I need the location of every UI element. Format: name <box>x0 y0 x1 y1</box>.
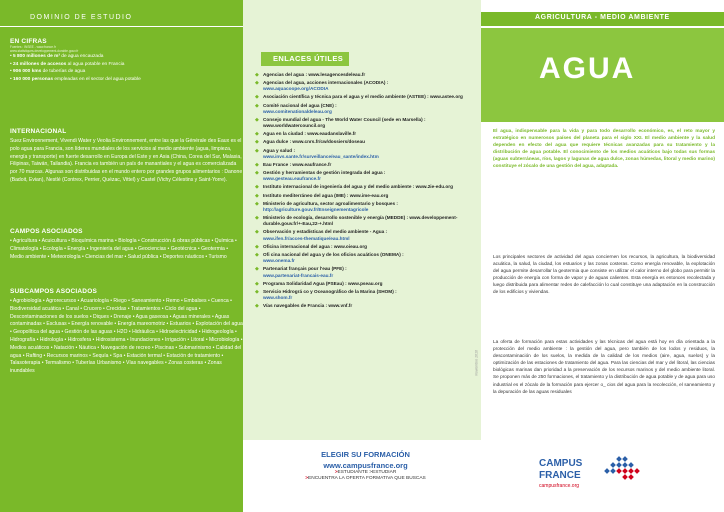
body-text-2: La oferta de formación para estas actividades y las técnicas del agua está hoy en día orientada a la protección del medio ambiente : la gestión del agua, pero también de los lodos y residuos, la descontaminación de los suelos, la medida de la calidad de los medios (aire, agua, suelos) y la optimización de las estaciones de tratamiento del agua. Para las ciencias del mar y del litoral, las ciencias biológicas marinas dan prioridad a la preservación de los recursos marinos y del medio ambiente litoral. Se proponen más de 250 formaciones, el tratamiento y la distribución de agua potable y de agua para uso industrial es el zócalo de la formación para ejercer o_ cios del agua para la recolección, el saneamiento y la depuración de las aguas residuales <box>493 339 715 394</box>
bullet-icon: ◆ <box>255 170 259 177</box>
campos-text: • Agricultura • Acuicultura • Bioquímica marina • Biología • Construcción & obras públicas • Química • Climatología • Ecología • Energía • Ingeniería del agua • Geociencias • Geotécnica • Geotermia • Medio ambiente • Meteorología • Ciencias del mar • Salud pública • Deportes náuticos • Turismo <box>10 238 237 260</box>
link-title: Agua dulce : www.cnrs.fr/cw/dossiers/doseau <box>263 139 365 145</box>
link-title: Ministerio de ecología, desarrollo sostenible y energía (MEDDE) : www.developpement-durable.gouv.fr/+-Eau,22-+.html <box>263 215 458 227</box>
left-panel <box>0 0 243 512</box>
link-url[interactable]: www.aquacoope.org/ACODIA <box>263 86 329 92</box>
link-item[interactable] <box>255 252 471 265</box>
link-item[interactable] <box>255 80 471 93</box>
topic-header-label: AGRICULTURA - MEDIO AMBIENTE <box>535 14 670 21</box>
link-item[interactable] <box>255 170 471 183</box>
link-title: Comité nacional del agua (CNE) : <box>263 102 337 108</box>
hero-banner <box>481 28 724 122</box>
link-item[interactable] <box>255 201 471 214</box>
cifras-source-2: www.statistiques.developpement-durable.gouv.fr <box>10 49 79 53</box>
cifras-row: • 5 800 millones de m³ de agua encauzada <box>10 54 104 59</box>
elegir-heading: ELEGIR SU FORMACIÓN <box>321 450 410 459</box>
link-item[interactable] <box>255 94 471 100</box>
link-title: Agua en la ciudad : www.eaudanslaville.fr <box>263 131 357 137</box>
internacional-text: Suez Environnement, Vivendi Water y Veolia Environnement, entre las que la Générale des Eaux es el polo agua para Francia, son líderes mundiales de los servicios al medio ambiente (agua, limpieza, energía y transporte) en fuerte desarrollo en Europa del Este y en Asia (China, Corea del Sur, Malasia, Filipinas, Taiwán, Tailandia). Francia es también un país de manantiales y el agua es comercializada por 70 marcas. Algunas son distribuidas en el mundo entero por grandes grupos alimentarios : Danone (Badoit, Evian), Nestlé (Contrex, Perrier, Quézac, Vittel) y Castel (Vichy Célestins y Saint-Yorre). <box>10 138 243 183</box>
bullet-icon: ◆ <box>255 131 259 138</box>
intro-text: El agua, indispensable para la vida y para todo desarrollo económico, es, el reto mayor y estratégico en numerosos países del planeta para el siglo XXI. El medio ambiente y la salud dependen en efecto del agua que requiere técnicas avanzadas para su tratamiento y la distribución de agua potable. El conocimiento de los medios acuáticos bajo todas sus formas (aguas subterráneas, ríos, lagos y lagunas de agua dulce, zonas húmedas, litoral y medio marino) constituye el zócalo de una gestión del agua, adaptada. <box>493 129 715 170</box>
campusfrance-link[interactable]: www.campusfrance.org <box>323 461 408 470</box>
topic-header <box>481 12 724 26</box>
cifras-row: • 160 000 personas empleadas en el sector del agua potable <box>10 76 141 82</box>
link-title: Oficina internacional del agua : www.oieau.org <box>263 243 368 249</box>
campos-title: CAMPOS ASOCIADOS <box>10 228 83 235</box>
link-title: Ministerio de agricultura, sector agroalimentario y bosques : <box>263 200 398 206</box>
hero-title: AGUA <box>539 52 636 85</box>
bullet-icon: ◆ <box>255 266 259 273</box>
link-item[interactable] <box>255 303 471 309</box>
cta-line-1[interactable]: >ESTUDIANTE >ESTUDIAR <box>334 470 397 475</box>
link-url[interactable]: www.onema.fr <box>263 258 295 264</box>
links-list <box>255 72 471 311</box>
cifras-source-1: Fuentes : INSEE - www.france.fr <box>10 45 56 49</box>
domain-label: DOMINIO DE ESTUDIO <box>30 14 133 21</box>
cta-line-2[interactable]: >ENCUENTRA LA OFERTA FORMATIVA QUE BUSCAS <box>305 476 426 482</box>
logo-name-1: CAMPUS <box>539 458 583 469</box>
link-title: Servicio Hidrográ co y Oceanográfico de la Marina (SHOM) : <box>263 288 397 294</box>
link-title: Partenariat français pour l'eau (PFE) : <box>263 266 347 272</box>
link-item[interactable] <box>255 193 471 199</box>
bullet-icon: ◆ <box>255 251 259 258</box>
bullet-icon: ◆ <box>255 80 259 87</box>
domain-header <box>0 12 243 27</box>
link-item[interactable] <box>255 244 471 250</box>
link-url[interactable]: www.invs.sante.fr/surveillance/eau_sante/index.htm <box>263 153 379 159</box>
cifras-section <box>0 38 243 83</box>
subcampos-title: SUBCAMPOS ASOCIADOS <box>10 288 97 295</box>
cifras-row: • 24 millones de accesos al agua potable en Francia <box>10 61 125 67</box>
link-title: Instituto internacional de ingeniería del agua y del medio ambiente : www.2ie-edu.org <box>263 184 453 190</box>
link-item[interactable] <box>255 215 471 228</box>
bullet-icon: ◆ <box>255 147 259 154</box>
bullet-icon: ◆ <box>255 192 259 199</box>
link-url[interactable]: www.shom.fr <box>263 295 293 301</box>
bullet-icon: ◆ <box>255 161 259 168</box>
cifras-row: • 906 000 kms de tuberías de agua <box>10 69 86 75</box>
bullet-icon: ◆ <box>255 139 259 146</box>
link-title: Asociación científica y técnica para el agua y el medio ambiente (ASTEE) : www.astee.org <box>263 94 463 100</box>
link-item[interactable] <box>255 162 471 168</box>
link-item[interactable] <box>255 281 471 287</box>
body-text-1: Los principales sectores de actividad del agua conciernen los recursos, la agricultura, la biodiversidad acuática, la salud, la ciudad, los estuarios y las zonas costeras. Como energía renovable, la explotación del agua permite desarrollar la geotermia que consiste en utilizar el calor interno del globo para permitir la producción de energía con forma de vapor y de aguas calientes. Esta energía es entonces recolectada y luego distribuida para alimentar redes de calefacción lo cual constituye una adaptación en la construcción de los edificios y viviendas. <box>493 254 715 295</box>
link-title: Agencias del agua : www.lesagencesdeleau.fr <box>263 72 366 77</box>
link-url[interactable]: http://agriculture.gouv.fr/Enseignementagricole <box>263 206 369 212</box>
link-item[interactable] <box>255 139 471 145</box>
link-title: Vías navegables de Francia : www.vnf.fr <box>263 303 353 309</box>
campos-section <box>0 228 243 261</box>
link-item[interactable] <box>255 289 471 302</box>
bullet-icon: ◆ <box>255 280 259 287</box>
link-item[interactable] <box>255 72 471 78</box>
cifras-title: EN CIFRAS <box>10 38 47 45</box>
link-title: Programa Solidaridad Agua (PSEau) : www.pseau.org <box>263 280 383 286</box>
campusfrance-logo <box>535 452 695 500</box>
link-title: Observación y estadísticas del medio ambiente - Agua : <box>263 229 388 235</box>
link-title: Instituto mediterráneo del agua (IME) : www.ime-eau.org <box>263 192 389 198</box>
internacional-section <box>0 128 243 185</box>
link-title: Agua y salud : <box>263 147 296 153</box>
bullet-icon: ◆ <box>255 229 259 236</box>
bullet-icon: ◆ <box>255 184 259 191</box>
logo-url: campusfrance.org <box>539 483 580 489</box>
link-url[interactable]: www.comitenationaldeleau.org <box>263 108 332 114</box>
date-label: Noviembre 2016 <box>475 350 479 376</box>
link-item[interactable] <box>255 266 471 279</box>
link-title: Ofi cina nacional del agua y de los oficios acuáticos (ONEMA) : <box>263 251 404 257</box>
bottom-panel <box>243 440 724 512</box>
bullet-icon: ◆ <box>255 94 259 101</box>
link-item[interactable] <box>255 184 471 190</box>
link-url[interactable]: www.gesteau.eaufrance.fr <box>263 176 321 182</box>
bullet-icon: ◆ <box>255 215 259 221</box>
link-item[interactable] <box>255 117 471 130</box>
bullet-icon: ◆ <box>255 72 259 78</box>
internacional-title: INTERNACIONAL <box>10 128 67 135</box>
link-item[interactable] <box>255 131 471 137</box>
elegir-block <box>268 450 463 482</box>
link-url[interactable]: www.partenariat-francais-eau.fr <box>263 272 334 278</box>
subcampos-section <box>0 288 243 376</box>
link-item[interactable] <box>255 148 471 161</box>
logo-name-2: FRANCE <box>539 470 581 481</box>
link-title: Consejo mundial del agua - The World Water Council (sede en Marsella) : www.worldwatercouncil.org <box>263 116 426 129</box>
diamond-logo-icon <box>599 456 647 488</box>
bullet-icon: ◆ <box>255 303 259 310</box>
subcampos-text: • Agrobiología • Agrorecursos • Acuariología • Riego • Saneamiento • Remo • Embalses • Cuenca • Biodiversidad acuática • Canal • Crucero • Crecidas • Tratamientos • Ciclo del agua • Descontaminaciones de los suelos • Diques • Drenaje • Agua gaseosa • Aguas minerales • Aguas contaminadas • Esclusas • Energía renovable • Energía mareomotriz • Estuarios • Explotación del agua • Geopolítica del agua • Gestión de las aguas • H2O • Hidráulica • Hidroelectricidad • Hidrogeología • Hidrografía • Hidrología • Hidrosfera • Hidrosistema • Inundaciones • Irrigación • Litoral • Microbiología • Medios acuáticos • Natación • Náutica • Navegación de recreo • Piscinas • Submarinismo • Calidad del agua • Rafting • Recursos marinos • Sequía • Spa • Estación termal • Estación de tratamiento • Talasoterapia • Termalismo • Tuberías Urbanismo • Vías navegables • Zonas costeras • Zonas inundables <box>10 298 243 375</box>
bullet-icon: ◆ <box>255 288 259 295</box>
enlaces-tab <box>261 52 349 66</box>
bullet-icon: ◆ <box>255 102 259 109</box>
right-panel <box>481 0 724 440</box>
middle-panel <box>243 0 481 440</box>
link-title: Eau France : www.eaufrance.fr <box>263 161 332 167</box>
bullet-icon: ◆ <box>255 116 259 123</box>
link-title: Agencias del agua, acciones internacionales (ACODIA) : <box>263 80 389 86</box>
link-item[interactable] <box>255 229 471 242</box>
link-title: Gestión y herramientas de gestión integrada del agua : <box>263 170 386 176</box>
bullet-icon: ◆ <box>255 243 259 250</box>
link-item[interactable] <box>255 103 471 116</box>
bullet-icon: ◆ <box>255 200 259 207</box>
link-url[interactable]: www.ifen.fr/acces-thematique/eau.html <box>263 235 350 241</box>
enlaces-title: ENLACES ÚTILES <box>273 54 344 63</box>
